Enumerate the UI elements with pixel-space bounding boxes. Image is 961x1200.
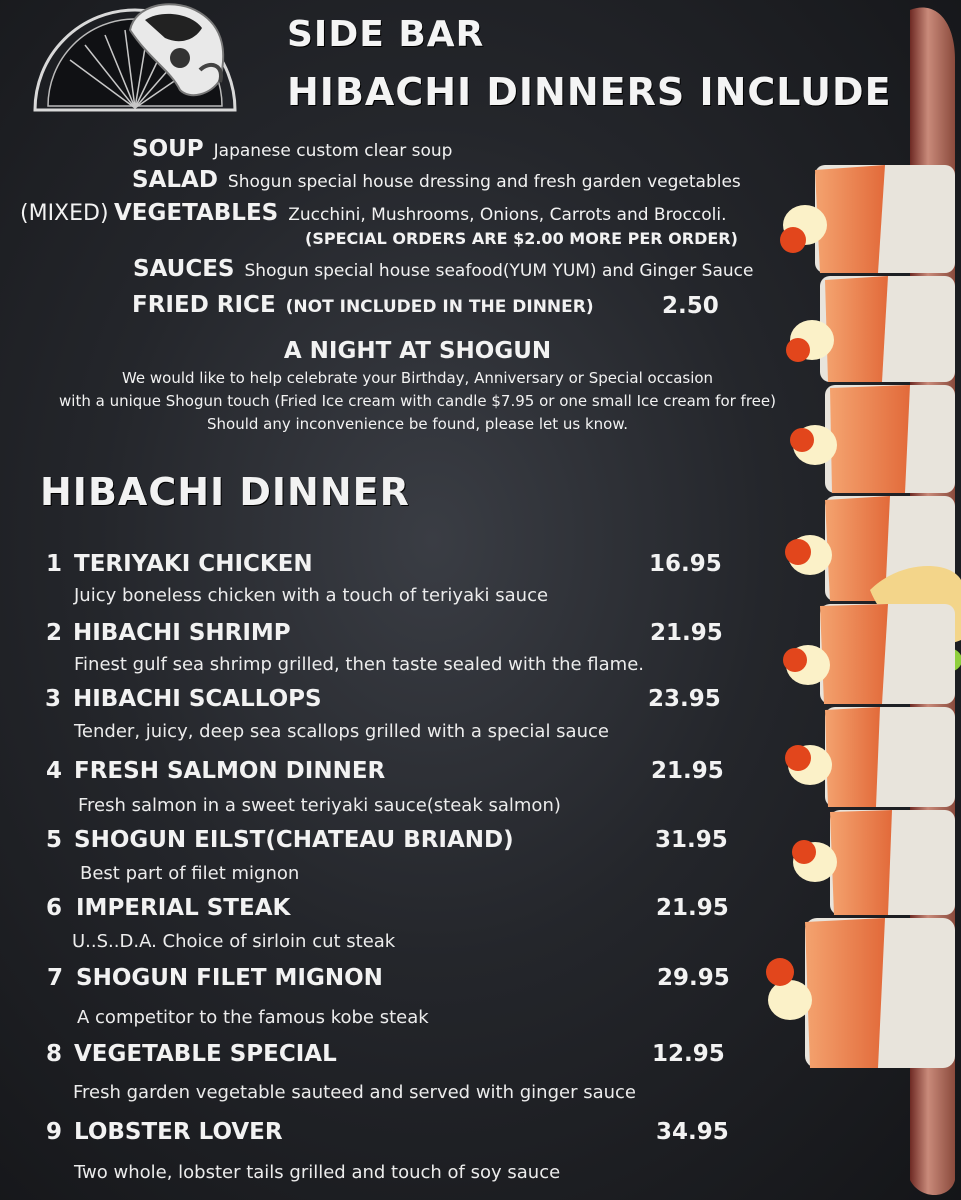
menu-item-number: 5 [46,827,63,853]
include-soup [132,136,452,162]
menu-item-price: 34.95 [656,1119,729,1145]
include-sauces-label: SAUCES [133,256,235,282]
menu-item-desc: U..S..D.A. Choice of sirloin cut steak [72,931,396,952]
menu-item-price: 23.95 [648,686,721,712]
menu-item-number: 1 [46,551,63,577]
menu-item-number: 3 [45,686,62,712]
menu-item-name: VEGETABLE SPECIAL [74,1041,337,1067]
include-salad-desc: Shogun special house dressing and fresh garden vegetables [227,172,741,192]
header-title-includes: HIBACHI DINNERS INCLUDE [287,70,892,114]
include-soup-desc: Japanese custom clear soup [213,141,453,161]
menu-item-desc: Finest gulf sea shrimp grilled, then taste sealed with the flame. [74,654,644,675]
night-line-3: Should any inconvenience be found, please let us know. [206,415,628,433]
menu-item-desc: Tender, juicy, deep sea scallops grilled with a special sauce [74,721,609,742]
menu-item-number: 7 [47,965,64,991]
menu-item-name: HIBACHI SCALLOPS [73,686,322,712]
sushi-roll-board-image [760,0,961,1200]
night-line-2: with a unique Shogun touch (Fried Ice cream with candle $7.95 or one small Ice cream for free) [59,392,776,410]
menu-item-name: LOBSTER LOVER [74,1119,283,1145]
menu-item-price: 12.95 [652,1041,725,1067]
menu-item-price: 21.95 [651,758,724,784]
include-salad [132,167,741,193]
menu-item-number: 4 [46,758,63,784]
include-fried-rice-note: (NOT INCLUDED IN THE DINNER) [285,297,594,317]
include-vegetables [20,200,727,226]
include-fried-rice [132,292,594,318]
include-sauces-desc: Shogun special house seafood(YUM YUM) and Ginger Sauce [244,261,754,281]
menu-item-number: 9 [46,1119,63,1145]
include-vegetables-desc: Zucchini, Mushrooms, Onions, Carrots and Broccoli. [288,205,727,225]
include-vegetables-prefix: (MIXED) [20,201,109,226]
menu-item-name: IMPERIAL STEAK [76,895,291,921]
special-orders-note: (SPECIAL ORDERS ARE $2.00 MORE PER ORDER) [305,229,738,248]
menu-item-desc: Best part of filet mignon [80,863,300,884]
menu-item-price: 21.95 [656,895,729,921]
menu-item-desc: Fresh salmon in a sweet teriyaki sauce(steak salmon) [78,795,561,816]
menu-item-number: 2 [46,620,63,646]
menu-item-name: FRESH SALMON DINNER [74,758,386,784]
menu-item-price: 16.95 [649,551,722,577]
menu-item-name: SHOGUN EILST(CHATEAU BRIAND) [74,827,514,853]
menu-item-price: 21.95 [650,620,723,646]
menu-item-name: HIBACHI SHRIMP [73,620,291,646]
night-line-1: We would like to help celebrate your Birthday, Anniversary or Special occasion [121,369,714,387]
menu-item-name: TERIYAKI CHICKEN [74,551,313,577]
include-soup-label: SOUP [132,136,204,162]
menu-item-number: 6 [46,895,63,921]
include-vegetables-label: VEGETABLES [113,200,279,226]
menu-item-desc: Juicy boneless chicken with a touch of teriyaki sauce [74,585,549,606]
menu-item-desc: Two whole, lobster tails grilled and touch of soy sauce [74,1162,561,1183]
include-salad-label: SALAD [132,167,218,193]
header-title-side-bar: SIDE BAR [287,14,485,55]
menu-item-name: SHOGUN FILET MIGNON [76,965,383,991]
menu-item-desc: A competitor to the famous kobe steak [77,1007,429,1028]
menu-item-number: 8 [46,1041,63,1067]
night-title: A NIGHT AT SHOGUN [283,338,552,364]
fried-rice-price: 2.50 [662,293,719,319]
section-title-hibachi-dinner: HIBACHI DINNER [40,470,410,514]
samurai-fan-logo-icon [30,0,245,115]
menu-item-price: 29.95 [657,965,730,991]
menu-item-price: 31.95 [655,827,728,853]
menu-item-desc: Fresh garden vegetable sauteed and served with ginger sauce [73,1082,636,1103]
include-fried-rice-label: FRIED RICE [132,292,276,318]
include-sauces [133,256,753,282]
